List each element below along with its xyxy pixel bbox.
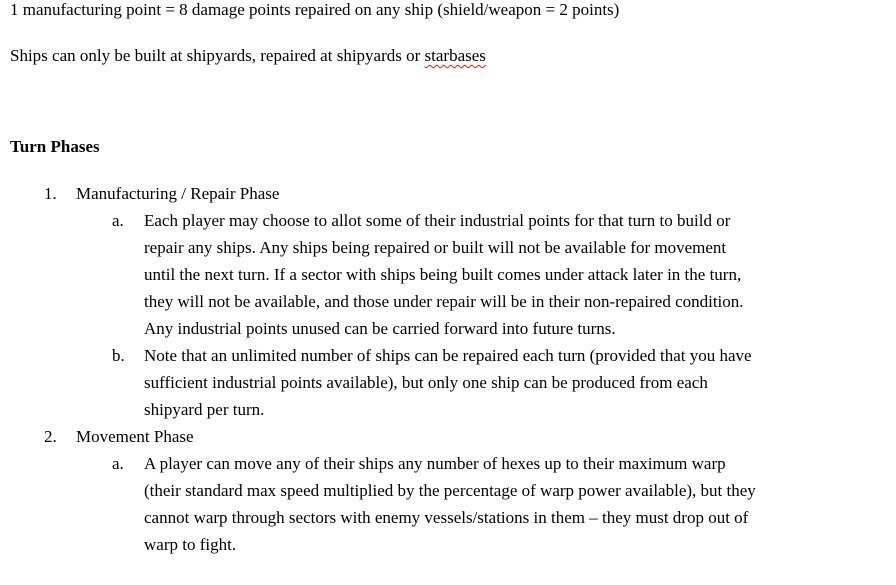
heading-turn-phases: Turn Phases [10, 137, 100, 156]
sublist-letter: a. [112, 454, 124, 473]
sublist-letter: b. [112, 346, 125, 365]
sublist-line: shipyard per turn. [144, 400, 265, 419]
paragraph-shipyards [10, 46, 486, 66]
list-item-manufacturing-phase: Manufacturing / Repair Phase [76, 184, 280, 203]
sublist-line: Note that an unlimited number of ships can be repaired each turn (provided that you have [144, 346, 752, 365]
spellcheck-flagged-word[interactable]: starbases [424, 46, 486, 65]
sublist-line: Each player may choose to allot some of their industrial points for that turn to build or [144, 211, 731, 230]
sublist-line: until the next turn. If a sector with ships being built comes under attack later in the turn, [144, 265, 742, 284]
list-item-movement-phase: Movement Phase [76, 427, 194, 446]
paragraph-manufacturing-point: 1 manufacturing point = 8 damage points repaired on any ship (shield/weapon = 2 points) [10, 0, 620, 19]
list-number: 2. [44, 427, 57, 446]
sublist-line: A player can move any of their ships any number of hexes up to their maximum warp [144, 454, 726, 473]
sublist-letter: a. [112, 211, 124, 230]
list-number: 1. [44, 184, 57, 203]
paragraph-shipyards-text: Ships can only be built at shipyards, repaired at shipyards or [10, 46, 425, 65]
sublist-line: sufficient industrial points available), but only one ship can be produced from each [144, 373, 708, 392]
sublist-line: they will not be available, and those under repair will be in their non-repaired condition. [144, 292, 744, 311]
sublist-line: repair any ships. Any ships being repaired or built will not be available for movement [144, 238, 727, 257]
sublist-line: warp to fight. [144, 535, 237, 554]
sublist-line: cannot warp through sectors with enemy vessels/stations in them – they must drop out of [144, 508, 749, 527]
sublist-line: (their standard max speed multiplied by the percentage of warp power available), but they [144, 481, 756, 500]
sublist-line: Any industrial points unused can be carried forward into future turns. [144, 319, 616, 338]
